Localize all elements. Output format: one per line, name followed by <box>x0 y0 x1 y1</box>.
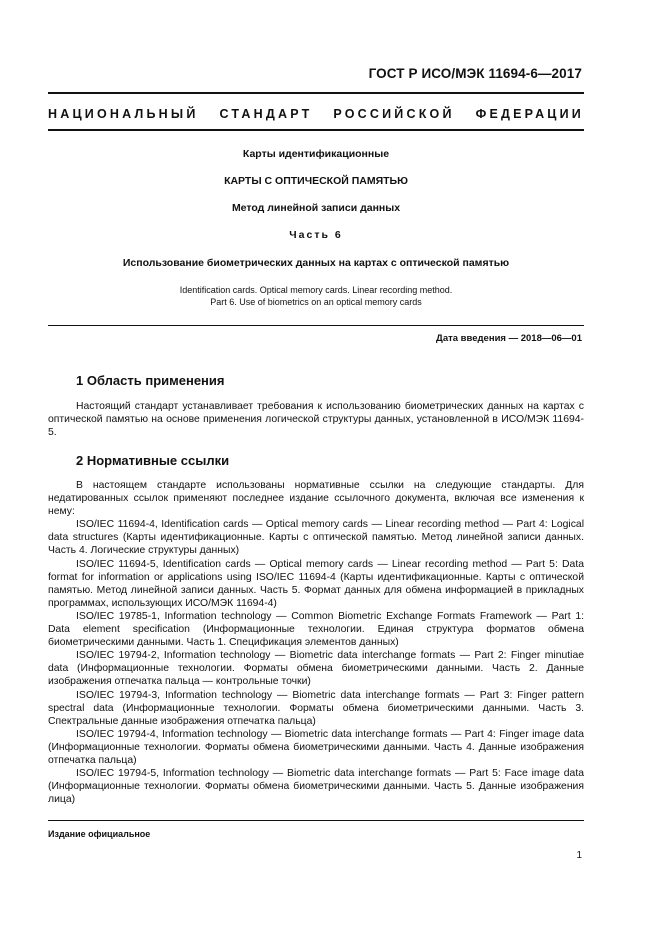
reference-item: ISO/IEC 19794-5, Information technology — Biometric data interchange formats — Part 5: Face image data (Информационные технологии. Форматы обмена биометрическими данными. Часть 5. Данные изображения лица) <box>48 768 584 806</box>
title-divider <box>48 325 584 326</box>
section-2-heading: 2 Нормативные ссылки <box>76 453 230 468</box>
title-part: Часть 6 <box>289 229 343 241</box>
title-line-3: Метод линейной записи данных <box>231 202 401 214</box>
section-1-heading: 1 Область применения <box>76 373 225 388</box>
page-number: 1 <box>576 850 582 861</box>
title-line-2: КАРТЫ С ОПТИЧЕСКОЙ ПАМЯТЬЮ <box>224 175 408 187</box>
reference-item: ISO/IEC 11694-5, Identification cards — Optical memory cards — Linear recording method — Part 5: Data format for information or applications using ISO/IEC 11694-4 (Карты идентификационные. Карты с оптической памятью. Метод линейной записи данных. Часть 5. Формат данных для обмена информацией в прикладных программах, использующих ИСО/МЭК 11694-4) <box>48 558 584 609</box>
paragraph: В настоящем стандарте использованы нормативные ссылки на следующие стандарты. Для недатированных ссылок применяют последнее издание ссылочного документа, включая все изменения к нему: <box>48 480 584 518</box>
standard-title: НАЦИОНАЛЬНЫЙ СТАНДАРТ РОССИЙСКОЙ ФЕДЕРАЦИИ <box>48 107 584 121</box>
document-code: ГОСТ Р ИСО/МЭК 11694-6—2017 <box>368 66 582 81</box>
reference-item: ISO/IEC 19794-3, Information technology — Biometric data interchange formats — Part 3: Finger pattern spectral data (Информационные технологии. Форматы обмена биометрическими данными. Часть 3. Спектральные данные изображения отпечатка пальца) <box>48 689 584 727</box>
header-rule-top <box>48 92 584 94</box>
section-1-body <box>48 400 584 439</box>
paragraph: Настоящий стандарт устанавливает требования к использованию биометрических данных на картах с оптической памятью на основе применения логической структуры данных, установленной в ИСО/МЭК 11694-5. <box>48 401 584 439</box>
reference-item: ISO/IEC 19794-2, Information technology — Biometric data interchange formats — Part 2: Finger minutiae data (Информационные технологии. Форматы обмена биометрическими данными. Часть 2. Данные изображения отпечатка пальца — контрольные точки) <box>48 650 584 688</box>
header-rule-bottom <box>48 129 584 131</box>
official-edition-label: Издание официальное <box>48 829 151 839</box>
title-subtitle: Использование биометрических данных на картах с оптической памятью <box>122 257 510 269</box>
reference-item: ISO/IEC 11694-4, Identification cards — Optical memory cards — Linear recording method — Part 4: Logical data structures (Карты идентификационные. Карты с оптической памятью. Метод линейной записи данных. Часть 4. Логические структуры данных) <box>48 519 584 557</box>
english-title-line-2: Part 6. Use of biometrics on an optical memory cards <box>210 297 422 307</box>
reference-item: ISO/IEC 19785-1, Information technology — Common Biometric Exchange Formats Framework — Part 1: Data element specification (Информационные технологии. Единая структура форматов обмена биометрическими данными. Часть 1. Спецификация элементов данных) <box>48 610 584 649</box>
title-line-1: Карты идентификационные <box>242 148 390 160</box>
section-2-body <box>48 479 584 806</box>
english-title-line-1: Identification cards. Optical memory cards. Linear recording method. <box>179 285 453 295</box>
introduction-date: Дата введения — 2018—06—01 <box>436 333 582 344</box>
reference-item: ISO/IEC 19794-4, Information technology — Biometric data interchange formats — Part 4: Finger image data (Информационные технологии. Форматы обмена биометрическими данными. Часть 4. Данные изображения отпечатка пальца) <box>48 728 584 766</box>
footer-rule <box>48 820 584 821</box>
